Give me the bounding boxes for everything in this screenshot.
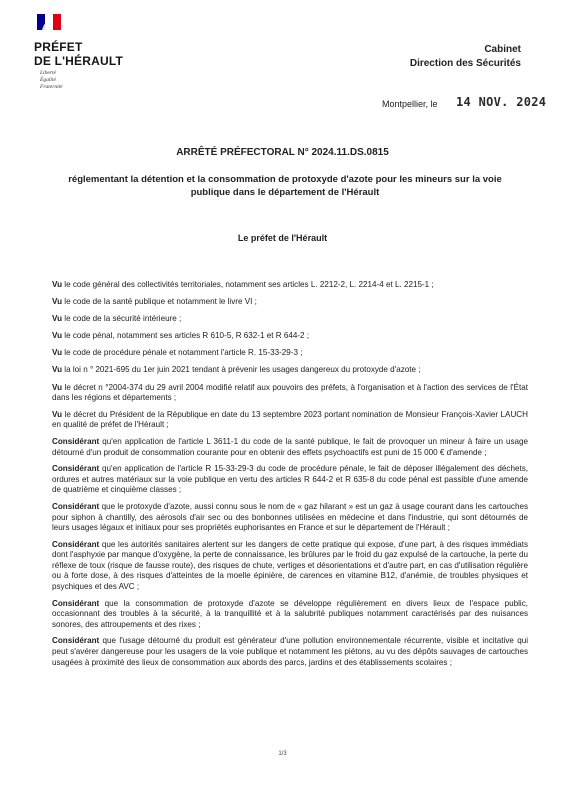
paragraph (52, 314, 528, 325)
paragraph-text: que les autorités sanitaires alertent sur les dangers de cette pratique qui expose, d'une part, à des risques immédiats dont l'asphyxie par manque d'oxygène, la perte de connaissance, les brûlures par le froid du gaz expulsé de la cartouche, la perte du réflexe de toux (risque de fausse route), des risques de chute, vertiges et désorientations et d'autre part, en cas d'utilisation régulière ou à forte dose, à des risques d'atteintes de la moelle épinière, de carences en vitamine B12, d'anémie, de troubles physiques et psychiques et des AVC ; (52, 539, 528, 592)
paragraph-keyword: Considérant (52, 539, 100, 549)
paragraph-text: le code général des collectivités territoriales, notamment ses articles L. 2212-2, L. 2214-4 et L. 2215-1 ; (62, 280, 434, 289)
service-cabinet: Cabinet (484, 44, 521, 55)
motto-liberte: Liberté (40, 70, 56, 76)
paragraph-keyword: Vu (52, 331, 63, 341)
paragraph (52, 540, 528, 593)
paragraph-text: qu'en application de l'article R 15-33-29-3 du code de procédure pénale, le fait de déposer illégalement des déchets, ordures et autres matériaux sur la voie publique en vertu des articles R 644-2 et R 635-8 du code pénal est passible d'une amende de quatrième et cinquième classes ; (52, 464, 528, 495)
paragraph-text: le code de la sécurité intérieure ; (62, 314, 182, 324)
paragraph-text: le code pénal, notamment ses articles R 610-5, R 632-1 et R 644-2 ; (62, 331, 310, 341)
paragraph (52, 599, 528, 631)
paragraph-keyword: Vu (52, 382, 63, 392)
paragraph-keyword: Vu (52, 409, 63, 419)
decree-body (52, 280, 528, 674)
motto-egalite: Égalité (40, 77, 56, 83)
paragraph-keyword: Vu (52, 280, 63, 289)
paragraph-text: qu'en application de l'article L 3611-1 du code de la santé publique, le fait de provoquer un mineur à faire un usage détourné d'un produit de consommation courante pour en obtenir des effets psychoactifs est puni de 15 000 € d'amende ; (52, 436, 528, 457)
paragraph (52, 636, 528, 668)
paragraph-keyword: Considérant (52, 501, 100, 511)
paragraph (52, 410, 528, 431)
paragraph-text: que la consommation de protoxyde d'azote se développe régulièrement en divers lieux de l'espace public, occasionnant des troubles à la sécurité, à la tranquillité et à la salubrité publiques notamment caractérisés par des nuisances sonores, des attroupements et des rixes ; (52, 598, 528, 629)
paragraph-keyword: Considérant (52, 464, 100, 474)
decree-subtitle: réglementant la détention et la consommation de protoxyde d'azote pour les mineurs sur la voie publique dans le département de l'Hérault (68, 174, 502, 198)
paragraph (52, 348, 528, 359)
paragraph (52, 464, 528, 496)
paragraph-text: le décret n °2004-374 du 29 avril 2004 modifié relatif aux pouvoirs des préfets, à l'organisation et à l'action des services de l'État dans les régions et départements ; (52, 382, 528, 403)
date-stamp: 14 NOV. 2024 (456, 95, 547, 109)
date-place: Montpellier, le (382, 99, 438, 109)
motto-fraternite: Fraternité (40, 84, 63, 90)
paragraph (52, 280, 528, 291)
marianne-flag-logo (37, 14, 61, 30)
page-number: 1/3 (278, 751, 287, 757)
paragraph-keyword: Considérant (52, 436, 100, 446)
paragraph-keyword: Vu (52, 348, 63, 358)
decree-title: ARRÊTÉ PRÉFECTORAL N° 2024.11.DS.0815 (176, 147, 389, 158)
service-direction: Direction des Sécurités (409, 58, 521, 69)
paragraph-text: le code de la santé publique et notamment le livre VI ; (62, 297, 257, 307)
republic-motto (40, 70, 63, 91)
paragraph (52, 502, 528, 534)
paragraph-text: le code de procédure pénale et notamment l'article R. 15-33-29-3 ; (62, 348, 303, 358)
paragraph (52, 365, 528, 376)
prefet-line1: PRÉFET (34, 40, 83, 54)
paragraph-keyword: Vu (52, 314, 63, 324)
paragraph-text: la loi n ° 2021-695 du 1er juin 2021 tendant à prévenir les usages dangereux du protoxyde d'azote ; (62, 365, 421, 375)
decree-authority: Le préfet de l'Hérault (237, 233, 328, 243)
paragraph-keyword: Considérant (52, 598, 100, 608)
paragraph (52, 331, 528, 342)
service-block (410, 43, 521, 71)
paragraph (52, 437, 528, 458)
paragraph-text: que l'usage détourné du produit est générateur d'une pollution environnementale récurrente, visible et incitative qui peut s'avérer dangereuse pour les usagers de la voie publique et notamment les piétons, au vu des dépôts sauvages de cartouches usagées à proximité des lieux de consommation aux abords des parcs, jardins et des établissements scolaires ; (52, 636, 528, 667)
paragraph-text: que le protoxyde d'azote, aussi connu sous le nom de « gaz hilarant » est un gaz à usage courant dans les cartouches pour siphon à chantilly, des aérosols d'air sec ou des bonbonnes utilisées en médecine et dans l'industrie, qui sont détournés de leurs usages légaux et initiaux pour ses propriétés euphorisantes en France et sur le département de l'Hérault ; (52, 501, 528, 533)
prefet-block (34, 40, 123, 68)
paragraph-text: le décret du Président de la République en date du 13 septembre 2023 portant nomination de Monsieur François-Xavier LAUCH en qualité de préfet de l'Hérault ; (52, 409, 528, 430)
prefet-line2: DE L'HÉRAULT (34, 54, 124, 68)
paragraph-keyword: Vu (52, 297, 63, 307)
paragraph-keyword: Considérant (52, 636, 100, 646)
paragraph (52, 297, 528, 308)
paragraph (52, 383, 528, 404)
paragraph-keyword: Vu (52, 365, 63, 375)
